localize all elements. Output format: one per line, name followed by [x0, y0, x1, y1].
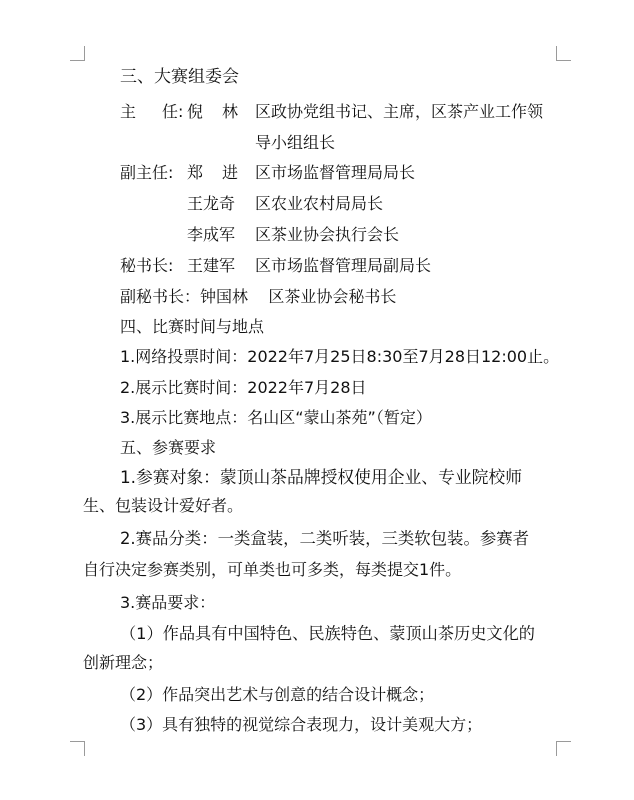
participants-line2: 生、包装设计爱好者。 [83, 496, 244, 515]
deputy-role-2: 区农业农村局局长 [255, 194, 384, 213]
section-heading-committee: 三、大赛组委会 [120, 67, 239, 87]
crop-mark-bottom-right [556, 741, 571, 756]
secretary-label: 秘书长: [120, 256, 174, 275]
requirement-1-line2: 创新理念； [83, 653, 164, 672]
deputy-name-1: 郑进 [187, 163, 238, 182]
director-role-line1: 区政协党组书记、主席，区茶产业工作领 [255, 102, 544, 121]
director-role-line2: 导小组组长 [255, 133, 336, 152]
section-heading-time-place: 四、比赛时间与地点 [120, 317, 265, 336]
deputy-role-1: 区市场监督管理局局长 [255, 163, 416, 182]
section-heading-requirements: 五、参赛要求 [120, 438, 217, 457]
categories-line2: 自行决定参赛类别，可单类也可多类，每类提交1件。 [83, 560, 462, 579]
deputy-secretary-line: 副秘书长：钟国林 区茶业协会秘书长 [120, 287, 397, 306]
requirement-1-line1: （1）作品具有中国特色、民族特色、蒙顶山茶历史文化的 [120, 624, 535, 643]
requirement-2: （2）作品突出艺术与创意的结合设计概念； [120, 685, 435, 704]
exhibition-place: 3.展示比赛地点：名山区“蒙山茶苑”（暂定） [120, 408, 432, 427]
requirement-3: （3）具有独特的视觉综合表现力，设计美观大方； [120, 715, 483, 734]
categories-line1: 2.赛品分类：一类盒装，二类听装，三类软包装。参赛者 [120, 529, 530, 548]
secretary-name: 王建军 [187, 256, 236, 275]
secretary-role: 区市场监督管理局副局长 [255, 256, 432, 275]
director-colon: : [178, 102, 184, 121]
crop-mark-bottom-left [70, 741, 85, 756]
deputy-label: 副主任: [120, 163, 174, 182]
deputy-name-3: 李成军 [187, 225, 236, 244]
deputy-name-2: 王龙奇 [187, 194, 236, 213]
entry-requirements-title: 3.赛品要求： [120, 593, 216, 612]
crop-mark-top-left [70, 46, 85, 61]
crop-mark-top-right [556, 46, 571, 61]
participants-line1: 1.参赛对象：蒙顶山茶品牌授权使用企业、专业院校师 [120, 467, 522, 487]
deputy-role-3: 区茶业协会执行会长 [255, 225, 400, 244]
director-label: 主任 [120, 102, 178, 121]
director-name: 倪林 [187, 102, 238, 121]
exhibition-time: 2.展示比赛时间：2022年7月28日 [120, 378, 367, 397]
voting-time: 1.网络投票时间：2022年7月25日8:30至7月28日12:00止。 [120, 347, 560, 366]
